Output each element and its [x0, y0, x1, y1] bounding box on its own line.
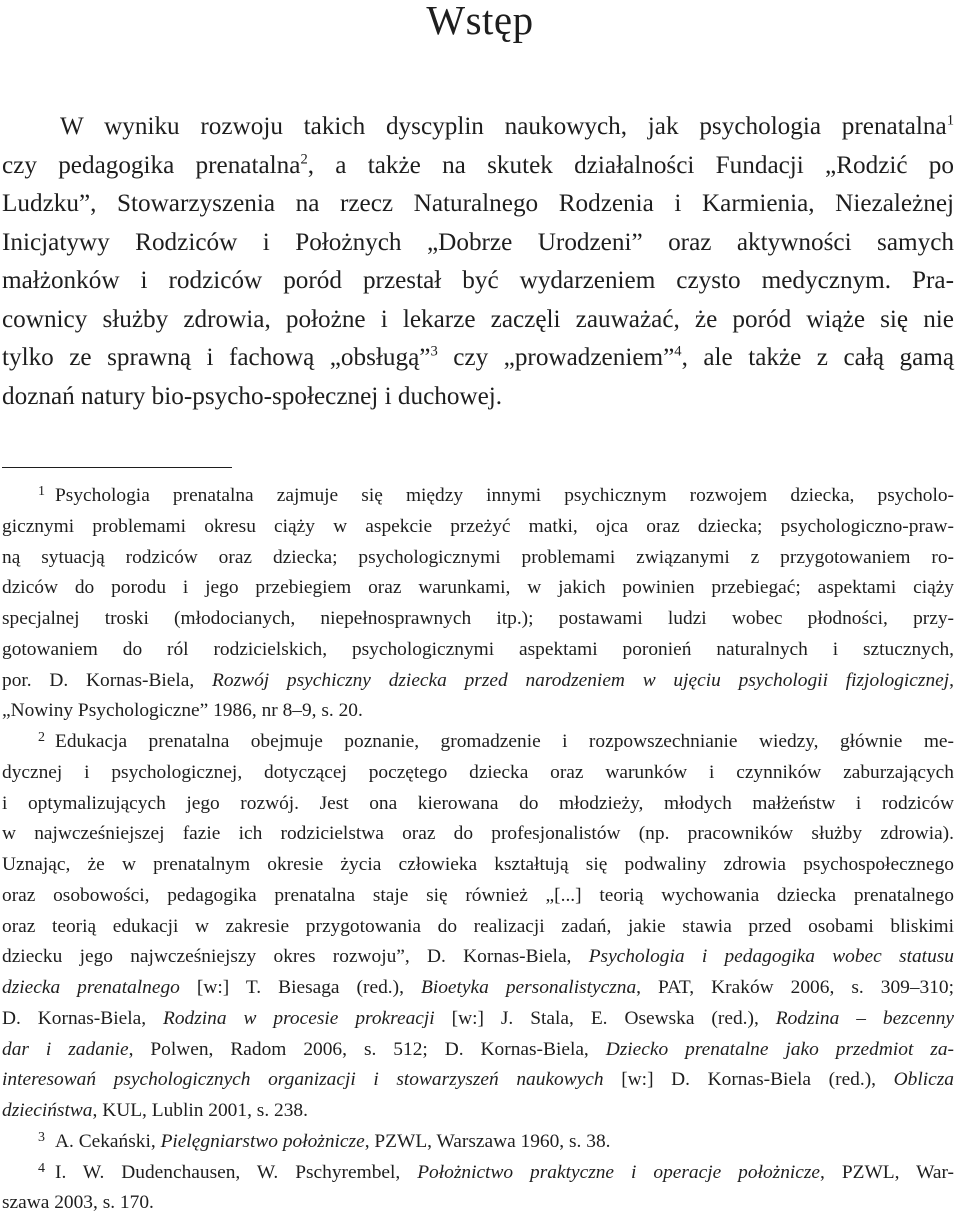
footnote-2	[2, 727, 954, 758]
body-line: małżonków i rodziców poród przestał być wydarzeniem czysto medycznym. Pra-	[2, 267, 954, 294]
body-paragraph	[2, 108, 954, 416]
footnote-text: por. D. Kornas-Biela,	[2, 669, 213, 691]
footnotes	[2, 481, 954, 1219]
citation-title: Dziecko prenatalne jako przedmiot za-	[605, 1038, 954, 1060]
footnote-line	[2, 1065, 954, 1096]
footnote-line	[2, 666, 954, 697]
footnote-ref-2: 2	[300, 151, 308, 168]
footnote-line: „Nowiny Psychologiczne” 1986, nr 8–9, s. 20.	[2, 700, 363, 722]
footnote-ref-3: 3	[430, 343, 438, 360]
body-text: tylko ze sprawną i fachową „obsługą”	[2, 344, 431, 371]
footnote-line: szawa 2003, s. 170.	[2, 1192, 154, 1214]
footnote-line: w najwcześniejszej fazie ich rodzicielstwa oraz do profesjonalistów (np. pracowników służby zdrowia).	[2, 823, 954, 845]
footnote-line	[2, 1096, 954, 1127]
footnote-ref-1: 1	[946, 112, 954, 129]
citation-title: interesowań psychologicznych organizacji i stowarzyszeń naukowych	[2, 1069, 604, 1091]
footnote-text: , PZWL, Warszawa 1960, s. 38.	[364, 1130, 611, 1152]
citation-title: Rodzina w procesie prokreacji	[163, 1007, 435, 1029]
footnote-1	[2, 481, 954, 512]
footnote-line	[2, 973, 954, 1004]
footnote-number: 4	[38, 1160, 45, 1176]
footnote-text: , PAT, Kraków 2006, s. 309–310;	[636, 977, 955, 998]
body-line: cownicy służby zdrowia, położne i lekarze zaczęli zauważać, że poród wiąże się nie	[2, 305, 954, 333]
citation-title: Bioetyka personalistyczna	[420, 977, 637, 998]
body-line: Ludzku”, Stowarzyszenia na rzecz Naturalnego Rodzenia i Karmienia, Niezależnej	[2, 190, 954, 217]
footnote-ref-4: 4	[674, 343, 682, 360]
footnote-line: i optymalizujących jego rozwój. Jest ona kierowana do młodzieży, młodych małżeństw i rodziców	[2, 792, 954, 814]
footnote-4	[2, 1158, 954, 1189]
footnote-line: gotowaniem do ról rodzicielskich, psychologicznymi aspektami poronień naturalnych i sztucznych,	[2, 638, 954, 660]
body-text: , ale także z całą gamą	[681, 344, 955, 371]
footnote-line: ną sytuacją rodziców oraz dziecka; psychologicznymi problemami związanymi z przygotowaniem ro-	[2, 546, 954, 568]
footnote-number: 1	[38, 484, 45, 499]
footnote-text: [w:] D. Kornas-Biela (red.),	[603, 1069, 894, 1091]
citation-title: Położnictwo praktyczne i operacje położnicze	[417, 1161, 821, 1183]
footnote-line: dycznej i psychologicznej, dotyczącej poczętego dziecka oraz warunków i czynników zaburzających	[2, 761, 954, 783]
body-line	[2, 339, 954, 378]
body-line	[2, 108, 954, 147]
footnote-number: 3	[38, 1129, 45, 1145]
footnote-text: Edukacja prenatalna obejmuje poznanie, gromadzenie i rozpowszechnianie wiedzy, głównie me-	[55, 731, 954, 752]
footnote-line: specjalnej troski (młodocianych, niepełnosprawnych itp.); postawami ludzi wobec płodności, przy-	[2, 608, 954, 629]
citation-title: dziecka prenatalnego	[2, 977, 180, 998]
body-text: czy „prowadzeniem”	[437, 344, 675, 371]
footnote-text: D. Kornas-Biela,	[2, 1007, 163, 1029]
body-line: doznań natury bio-psycho-społecznej i duchowej.	[2, 382, 503, 410]
body-text: W wyniku rozwoju takich dyscyplin naukowych, jak psychologia prenatalna	[60, 113, 947, 140]
body-line	[2, 147, 954, 186]
citation-title: Pielęgniarstwo położnicze	[160, 1130, 365, 1152]
footnote-line: oraz osobowości, pedagogika prenatalna staje się również „[...] teorią wychowania dziecka prenatalnego	[2, 884, 954, 906]
body-text: , a także na skutek działalności Fundacji „Rodzić po	[307, 151, 954, 179]
footnote-text: , Polwen, Radom 2006, s. 512; D. Kornas-Biela,	[128, 1038, 606, 1060]
footnote-text: A. Cekański,	[55, 1130, 161, 1152]
citation-title: dar i zadanie	[2, 1038, 129, 1060]
footnote-text: [w:] J. Stala, E. Osewska (red.),	[434, 1007, 776, 1029]
footnote-line	[2, 942, 954, 973]
citation-title: dzieciństwa	[2, 1100, 93, 1121]
footnote-3	[2, 1127, 954, 1158]
footnote-line: gicznymi problemami okresu ciąży w aspekcie przeżyć matki, ojca oraz dziecka; psychologiczno-praw-	[2, 515, 954, 537]
footnote-text: , KUL, Lublin 2001, s. 238.	[92, 1100, 308, 1121]
body-line: Inicjatywy Rodziców i Położnych „Dobrze Urodzeni” oraz aktywności samych	[2, 228, 954, 256]
citation-title: Rozwój psychiczny dziecka przed narodzeniem w ujęciu psychologii fizjologicznej	[212, 669, 950, 691]
citation-title: Rodzina – bezcenny	[775, 1007, 954, 1029]
footnote-text: [w:] T. Biesaga (red.),	[179, 977, 421, 998]
footnote-number: 2	[38, 730, 45, 745]
footnote-text: Psychologia prenatalna zajmuje się między innymi psychicznym rozwojem dziecka, psycholo-	[55, 485, 954, 506]
citation-title: Psychologia i pedagogika wobec statusu	[588, 946, 954, 968]
footnote-text: I. W. Dudenchausen, W. Pschyrembel,	[55, 1161, 418, 1183]
footnote-line	[2, 1035, 954, 1066]
citation-title: Oblicza	[893, 1069, 954, 1091]
footnote-text: dziecku jego najwcześniejszy okres rozwoju”, D. Kornas-Biela,	[2, 946, 589, 968]
footnote-line: Uznając, że w prenatalnym okresie życia człowieka kształtują się podwaliny zdrowia psychospołecznego	[2, 854, 954, 875]
body-text: czy pedagogika prenatalna	[2, 151, 301, 179]
page-title: Wstęp	[426, 0, 534, 43]
footnote-separator	[2, 467, 232, 468]
footnote-text: ,	[949, 669, 955, 691]
footnote-text: , PZWL, War-	[820, 1161, 954, 1183]
footnote-line	[2, 1004, 954, 1035]
footnote-line: dziców do porodu i jego przebiegiem oraz warunkami, w jakich powinien przebiegać; aspektami ciąży	[2, 577, 954, 599]
footnote-line: oraz teorią edukacji w zakresie przygotowania do realizacji zadań, jakie stawia przed osobami bliskimi	[2, 915, 954, 937]
